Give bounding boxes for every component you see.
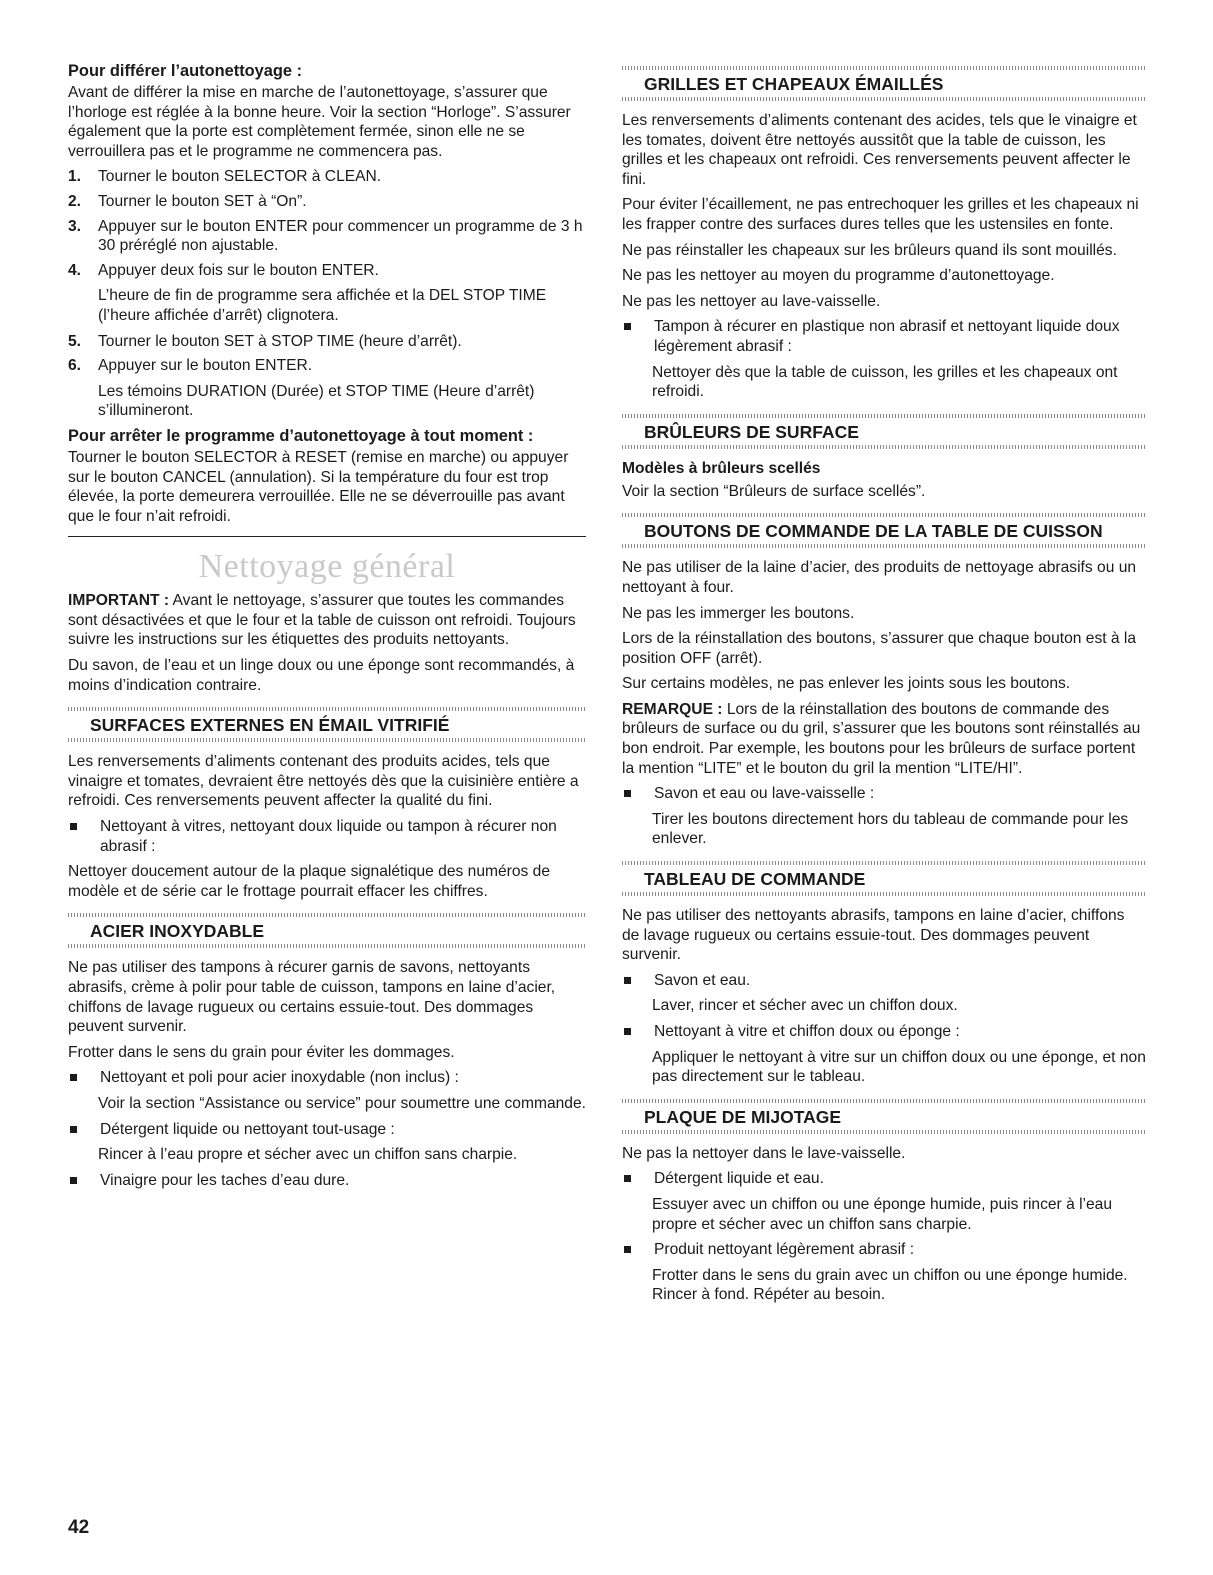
bullet-item: Nettoyant et poli pour acier inoxydable (non inclus) : [68, 1068, 586, 1088]
steps-list [68, 332, 586, 376]
bullet-list [68, 1120, 586, 1140]
bullet-note: Frotter dans le sens du grain avec un chiffon ou une éponge humide. Rincer à fond. Répéter au besoin. [652, 1266, 1128, 1304]
paragraph: Ne pas les nettoyer au lave-vaisselle. [622, 292, 881, 310]
paragraph: Ne pas réinstaller les chapeaux sur les brûleurs quand ils sont mouillés. [622, 241, 1117, 259]
bullet-item: Vinaigre pour les taches d’eau dure. [68, 1171, 586, 1191]
section-header: TABLEAU DE COMMANDE [622, 861, 1146, 896]
step-item: 1. Tourner le bouton SELECTOR à CLEAN. [68, 168, 382, 186]
bullet-list [622, 1169, 1146, 1189]
section-header: GRILLES ET CHAPEAUX ÉMAILLÉS [622, 66, 1146, 101]
bullet-icon [624, 790, 631, 797]
step-item: 3. Appuyer sur le bouton ENTER pour commencer un programme de 3 h 30 préréglé non ajustable. [68, 217, 583, 255]
bullet-icon [624, 323, 631, 330]
subheading: Modèles à brûleurs scellés [622, 459, 821, 477]
paragraph: Lors de la réinstallation des boutons, s’assurer que chaque bouton est à la position OFF (arrêt). [622, 630, 1137, 667]
bullet-note: Voir la section “Assistance ou service” pour soumettre une commande. [98, 1094, 586, 1112]
note-paragraph: REMARQUE : Lors de la réinstallation des boutons de commande des brûleurs de surface ou du gril, s’assurer que les boutons sont réinstallés au bon endroit. Par exemple, les boutons pour les brûleurs de surface portent la mention “LITE” et le bouton du gril la mention “LITE/HI”. [622, 700, 1141, 777]
bullet-icon [624, 1028, 631, 1035]
bullet-note: Tirer les boutons directement hors du tableau de commande pour les enlever. [652, 810, 1129, 848]
bullet-list [622, 317, 1146, 356]
bullet-item: Tampon à récurer en plastique non abrasif et nettoyant liquide doux légèrement abrasif : [622, 317, 1146, 356]
bullet-note: Appliquer le nettoyant à vitre sur un chiffon doux ou une éponge, et non pas directement sur le tableau. [652, 1048, 1146, 1086]
paragraph: Ne pas utiliser des tampons à récurer garnis de savons, nettoyants abrasifs, crème à polir pour table de cuisson, tampons en laine d’acier, chiffons de lavage rugueux ou certains essuie-tout. Des dommages peuvent survenir. [68, 959, 556, 1036]
important-paragraph: IMPORTANT : Avant le nettoyage, s’assurer que toutes les commandes sont désactivées et que le four et la table de cuisson ont refroidi. Toujours suivre les instructions sur les étiquettes des produits nettoyants. [68, 592, 576, 649]
paragraph: Pour éviter l’écaillement, ne pas entrechoquer les grilles et les chapeaux ni les frapper contre des surfaces dures telles que les ustensiles en fonte. [622, 196, 1139, 233]
section-header: ACIER INOXYDABLE [68, 913, 586, 948]
paragraph: Ne pas les nettoyer au moyen du programme d’autonettoyage. [622, 267, 1055, 285]
bullet-item: Détergent liquide ou nettoyant tout-usage : [68, 1120, 586, 1140]
section-header: BRÛLEURS DE SURFACE [622, 414, 1146, 449]
paragraph: Frotter dans le sens du grain pour éviter les dommages. [68, 1043, 455, 1061]
section-header: SURFACES EXTERNES EN ÉMAIL VITRIFIÉ [68, 707, 586, 742]
bullet-list [68, 1171, 586, 1191]
step-item: 2. Tourner le bouton SET à “On”. [68, 192, 307, 210]
step-note: Les témoins DURATION (Durée) et STOP TIME (Heure d’arrêt) s’illumineront. [98, 382, 535, 420]
paragraph: Ne pas la nettoyer dans le lave-vaisselle. [622, 1144, 906, 1162]
bullet-list [622, 1240, 1146, 1260]
right-column [622, 66, 1146, 1311]
bullet-icon [624, 1175, 631, 1182]
left-column [68, 62, 586, 1196]
paragraph: Avant de différer la mise en marche de l’autonettoyage, s’assurer que l’horloge est réglée à la bonne heure. Voir la section “Horloge”. S’assurer également que la porte est complètement fermée, sinon elle ne se verrouillera pas et le programme ne commencera pas. [68, 84, 571, 160]
paragraph: Tourner le bouton SELECTOR à RESET (remise en marche) ou appuyer sur le bouton CANCEL (annulation). Si la température du four est trop élevée, la porte demeurera verrouillée. Elle ne se déverrouille pas avant que le four n’ait refroidi. [68, 448, 569, 525]
bullet-note: Nettoyer dès que la table de cuisson, les grilles et les chapeaux ont refroidi. [652, 363, 1118, 401]
bullet-list [622, 1022, 1146, 1042]
bullet-item: Détergent liquide et eau. [622, 1169, 1146, 1189]
paragraph: Du savon, de l’eau et un linge doux ou une éponge sont recommandés, à moins d’indication contraire. [68, 657, 575, 694]
bullet-note: Essuyer avec un chiffon ou une éponge humide, puis rincer à l’eau propre et sécher avec un chiffon sans charpie. [652, 1195, 1113, 1233]
paragraph: Les renversements d’aliments contenant des produits acides, tels que vinaigre et tomates, devraient être nettoyés dès que la cuisinière entière a refroidi. Ces renversements peuvent affecter la qualité du fini. [68, 753, 579, 810]
paragraph: Nettoyer doucement autour de la plaque signalétique des numéros de modèle et de série car le frottage pourrait effacer les chiffres. [68, 863, 550, 900]
bullet-icon [624, 1246, 631, 1253]
bullet-item: Produit nettoyant légèrement abrasif : [622, 1240, 1146, 1260]
bullet-list [622, 784, 1146, 804]
step-item: 5. Tourner le bouton SET à STOP TIME (heure d’arrêt). [68, 332, 462, 350]
section-title: Nettoyage général [198, 548, 456, 586]
steps-list [68, 167, 586, 280]
bullet-icon [70, 1177, 77, 1184]
paragraph: Ne pas utiliser de la laine d’acier, des produits de nettoyage abrasifs ou un nettoyant à four. [622, 559, 1137, 596]
step-note: L’heure de fin de programme sera affichée et la DEL STOP TIME (l’heure affichée d’arrêt) clignotera. [98, 287, 547, 324]
bullet-icon [624, 977, 631, 984]
paragraph: Les renversements d’aliments contenant des acides, tels que le vinaigre et les tomates, doivent être nettoyés aussitôt que la table de cuisson, les grilles et les chapeaux ont refroidi. Ces renversements peuvent affecter le fini. [622, 112, 1137, 188]
bullet-note: Rincer à l’eau propre et sécher avec un chiffon sans charpie. [98, 1146, 518, 1164]
paragraph: Ne pas utiliser des nettoyants abrasifs, tampons en laine d’acier, chiffons de lavage rugueux ou certains essuie-tout. Des dommages peuvent survenir. [622, 907, 1125, 964]
paragraph: Sur certains modèles, ne pas enlever les joints sous les boutons. [622, 675, 1071, 693]
bullet-item: Savon et eau ou lave-vaisselle : [622, 784, 1146, 804]
divider [68, 536, 586, 537]
step-item: 6. Appuyer sur le bouton ENTER. [68, 357, 313, 375]
bullet-icon [70, 1126, 77, 1133]
heading-delay-clean: Pour différer l’autonettoyage : [68, 62, 303, 80]
section-header: PLAQUE DE MIJOTAGE [622, 1099, 1146, 1134]
heading-stop-clean: Pour arrêter le programme d’autonettoyage à tout moment : [68, 426, 534, 445]
bullet-list [68, 817, 586, 856]
bullet-icon [70, 1074, 77, 1081]
bullet-list [68, 1068, 586, 1088]
paragraph: Voir la section “Brûleurs de surface scellés”. [622, 482, 926, 500]
bullet-list [622, 971, 1146, 991]
paragraph: Ne pas les immerger les boutons. [622, 604, 855, 622]
section-header: BOUTONS DE COMMANDE DE LA TABLE DE CUISSON [622, 513, 1146, 548]
bullet-icon [70, 823, 77, 830]
bullet-item: Nettoyant à vitre et chiffon doux ou éponge : [622, 1022, 1146, 1042]
step-item: 4. Appuyer deux fois sur le bouton ENTER. [68, 261, 379, 279]
bullet-item: Savon et eau. [622, 971, 1146, 991]
page-number: 42 [68, 1517, 90, 1538]
bullet-item: Nettoyant à vitres, nettoyant doux liquide ou tampon à récurer non abrasif : [68, 817, 586, 856]
bullet-note: Laver, rincer et sécher avec un chiffon doux. [652, 997, 958, 1015]
